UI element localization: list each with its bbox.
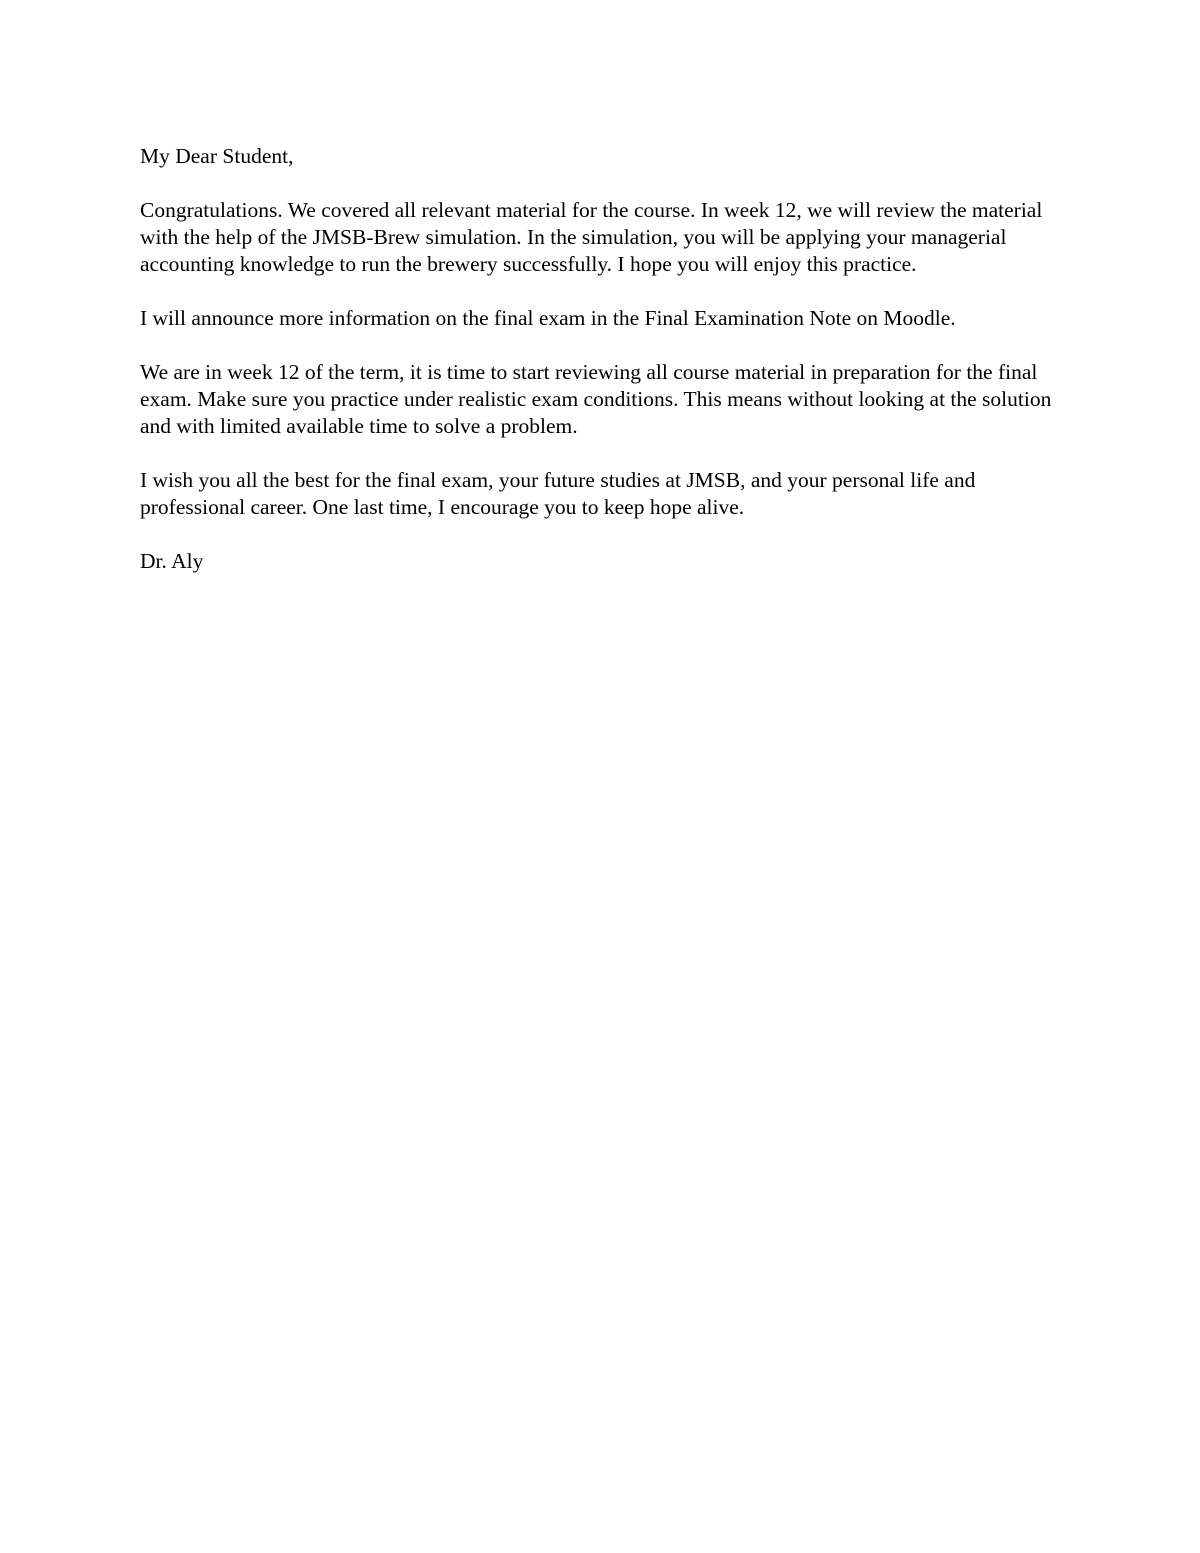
- signature: Dr. Aly: [140, 549, 204, 573]
- letter-body: [140, 143, 1065, 575]
- paragraph-review: We are in week 12 of the term, it is time to start reviewing all course material in preparation for the final exam. Make sure you practice under realistic exam conditions. This means without looking at the solution and with limited available time to solve a problem.: [140, 360, 1052, 438]
- paragraph-simulation: Congratulations. We covered all relevant material for the course. In week 12, we will review the material with the help of the JMSB-Brew simulation. In the simulation, you will be applying your managerial accounting knowledge to run the brewery successfully. I hope you will enjoy this practice.: [140, 198, 1043, 276]
- paragraph-final-exam-note: I will announce more information on the final exam in the Final Examination Note on Moodle.: [140, 306, 956, 330]
- salutation: My Dear Student,: [140, 144, 294, 168]
- paragraph-wishes: I wish you all the best for the final exam, your future studies at JMSB, and your personal life and professional career. One last time, I encourage you to keep hope alive.: [140, 468, 976, 519]
